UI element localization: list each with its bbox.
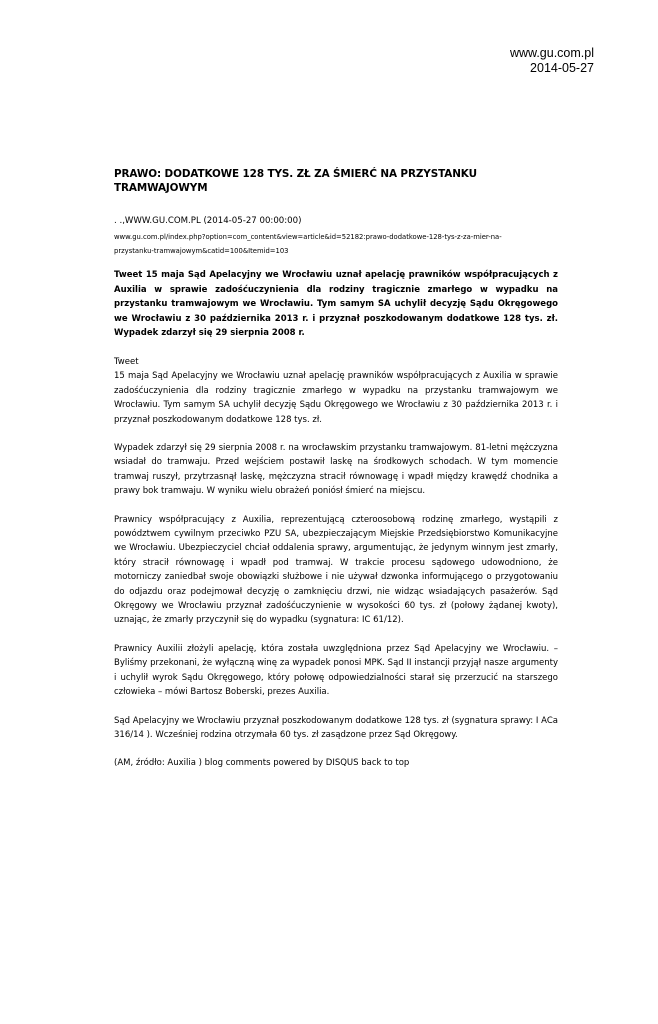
header-date: 2014-05-27 — [530, 61, 594, 75]
site-name: www.gu.com.pl — [509, 46, 594, 60]
paragraph-text: 15 maja Sąd Apelacyjny we Wrocławiu uznał apelację prawników współpracujących z Auxilia w sprawie zadośćuczynienia dla rodziny tragicznie zmarłego w wypadku na przystanku tramwajowym we Wrocławiu. Tym samym SA uchylił decyzję Sądu Okręgowego we Wrocławiu z 30 października 2013 r. i przyznał poszkodowanym dodatkowe 128 tys. zł. — [114, 371, 558, 425]
tweet-label: Tweet — [114, 356, 139, 367]
document-header — [510, 46, 594, 76]
article-footer: (AM, źródło: Auxilia ) blog comments powered by DISQUS back to top — [114, 758, 410, 769]
url-line-2: przystanku-tramwajowym&catid=100&Itemid=103 — [114, 247, 289, 255]
paragraph-intro — [114, 355, 558, 427]
article-title: PRAWO: DODATKOWE 128 TYS. ZŁ ZA ŚMIERĆ NA PRZYSTANKU TRAMWAJOWYM — [114, 168, 477, 194]
article-lead: Tweet 15 maja Sąd Apelacyjny we Wrocławiu uznał apelację prawników współpracujących z Auxilia w sprawie zadośćuczynienia dla rodziny tragicznie zmarłego w wypadku na przystanku tramwajowym we Wrocławiu. Tym samym SA uchylił decyzję Sądu Okręgowego we Wrocławiu z 30 października 2013 r. i przyznał poszkodowanym dodatkowe 128 tys. zł. Wypadek zdarzył się 29 sierpnia 2008 r. — [114, 270, 558, 339]
paragraph-ruling: Sąd Apelacyjny we Wrocławiu przyznał poszkodowanym dodatkowe 128 tys. zł (sygnatura sprawy: I ACa 316/14 ). Wcześniej rodzina otrzymała 60 tys. zł zasądzone przez Sąd Okręgowy. — [114, 715, 558, 740]
article-url — [114, 230, 558, 258]
paragraph-lawsuit: Prawnicy współpracujący z Auxilia, reprezentującą czteroosobową rodzinę zmarłego, wystąpili z powództwem cywilnym przeciwko PZU SA, ubezpieczającym Miejskie Przedsiębiorstwo Komunikacyjne we Wrocławiu. Ubezpieczyciel chciał oddalenia sprawy, argumentując, że jedynym winnym jest zmarły, który stracił równowagę i wpadł pod tramwaj. W trakcie procesu sądowego udowodniono, że motorniczy zaniedbał swoje obowiązki służbowe i nie używał dzwonka informującego o przygotowaniu do odjazdu oraz podejmował decyzję o zamknięciu drzwi, nie widząc wsiadających pasażerów. Sąd Okręgowy we Wrocławiu przyznał zadośćuczynienie w wysokości 60 tys. zł (połowy żądanej kwoty), uznając, że zmarły przyczynił się do wypadku (sygnatura: IC 61/12). — [114, 514, 558, 626]
article — [114, 167, 558, 770]
paragraph-accident: Wypadek zdarzył się 29 sierpnia 2008 r. na wrocławskim przystanku tramwajowym. 81-letni mężczyzna wsiadał do tramwaju. Przed wejściem postawił laskę na środkowych schodach. W tym momencie tramwaj ruszył, przytrzasnął laskę, mężczyzna stracił równowagę i wpadł między krawędź chodnika a prawy bok tramwaju. W wyniku wielu obrażeń poniósł śmierć na miejscu. — [114, 443, 558, 497]
source-line: . .,WWW.GU.COM.PL (2014-05-27 00:00:00) — [114, 216, 302, 226]
paragraph-appeal: Prawnicy Auxilii złożyli apelację, która została uwzględniona przez Sąd Apelacyjny we Wrocławiu. – Byliśmy przekonani, że wyłączną winę za wypadek ponosi MPK. Sąd II instancji przyjął nasze argumenty i uchylił wyrok Sądu Okręgowego, który połowę odpowiedzialności starał się przerzucić na starszego człowieka – mówi Bartosz Boberski, prezes Auxilia. — [114, 643, 558, 698]
url-line-1: www.gu.com.pl/index.php?option=com_content&view=article&id=52182:prawo-dodatkowe-128-tys-z-za-mier-na- — [114, 233, 502, 241]
